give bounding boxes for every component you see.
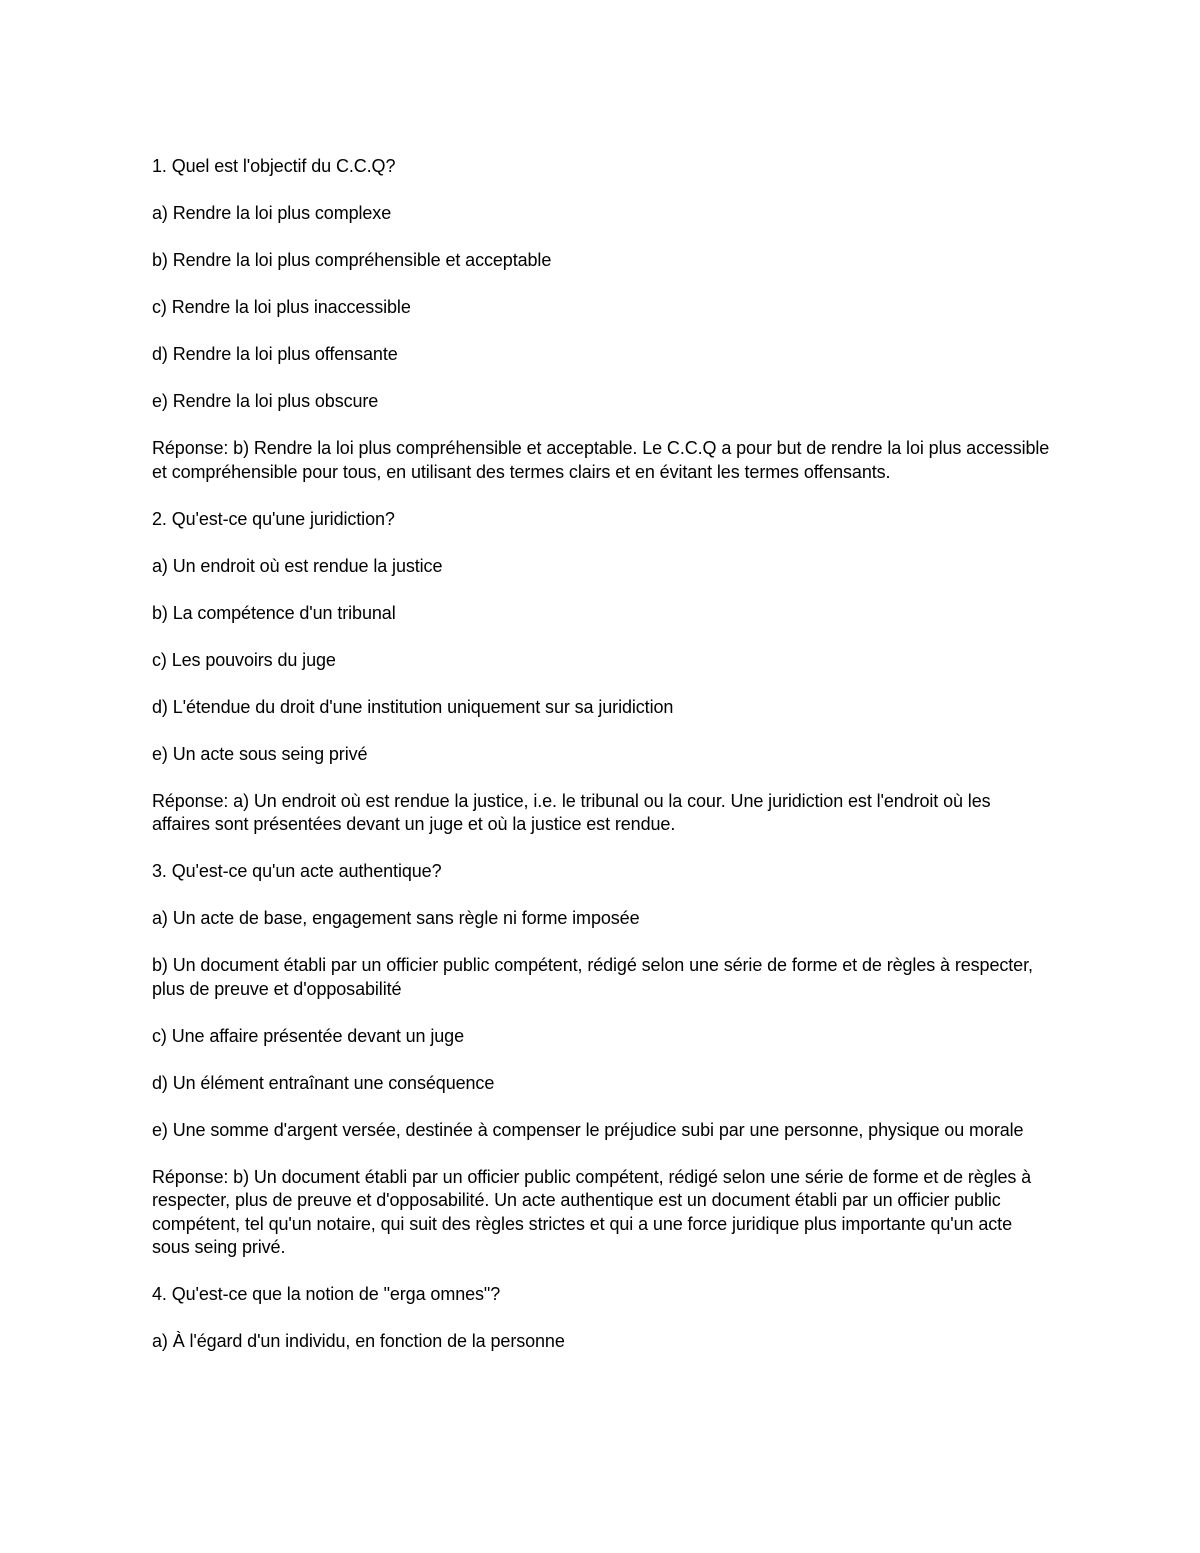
answer-option: e) Rendre la loi plus obscure (152, 391, 379, 411)
answer-option: a) Rendre la loi plus complexe (152, 203, 392, 223)
question-text: 1. Quel est l'objectif du C.C.Q? (152, 156, 396, 176)
answer-option: d) Un élément entraînant une conséquence (152, 1072, 495, 1093)
answer-option: b) La compétence d'un tribunal (152, 602, 396, 623)
answer-option: d) L'étendue du droit d'une institution uniquement sur sa juridiction (152, 696, 674, 717)
answer-explanation: Réponse: b) Rendre la loi plus compréhensible et acceptable. Le C.C.Q a pour but de rendre la loi plus accessible et compréhensible pour tous, en utilisant des termes clairs et en évitant les termes offensants. (152, 438, 1050, 482)
answer-option: b) Un document établi par un officier public compétent, rédigé selon une série de forme et de règles à respecter, plus de preuve et d'opposabilité (152, 955, 1033, 999)
answer-option: a) Un endroit où est rendue la justice (152, 555, 443, 576)
document-page (152, 155, 1052, 1377)
answer-option: c) Rendre la loi plus inaccessible (152, 297, 411, 317)
answer-explanation: Réponse: a) Un endroit où est rendue la justice, i.e. le tribunal ou la cour. Une juridiction est l'endroit où les affaires sont présentées devant un juge et où la justice est rendue. (152, 790, 991, 834)
answer-option: a) À l'égard d'un individu, en fonction de la personne (152, 1331, 565, 1351)
question-text: 4. Qu'est-ce que la notion de "erga omnes"? (152, 1284, 501, 1304)
answer-option: b) Rendre la loi plus compréhensible et acceptable (152, 250, 552, 270)
question-text: 3. Qu'est-ce qu'un acte authentique? (152, 861, 442, 881)
answer-option: e) Une somme d'argent versée, destinée à compenser le préjudice subi par une personne, physique ou morale (152, 1119, 1024, 1140)
answer-option: d) Rendre la loi plus offensante (152, 344, 398, 364)
answer-option: e) Un acte sous seing privé (152, 743, 368, 764)
answer-explanation: Réponse: b) Un document établi par un officier public compétent, rédigé selon une série de forme et de règles à respecter, plus de preuve et d'opposabilité. Un acte authentique est un document établi par un officier public compétent, tel qu'un notaire, qui suit des règles strictes et qui a une force juridique plus importante qu'un acte sous seing privé. (152, 1166, 1032, 1257)
answer-option: c) Une affaire présentée devant un juge (152, 1025, 464, 1046)
question-text: 2. Qu'est-ce qu'une juridiction? (152, 508, 395, 529)
answer-option: a) Un acte de base, engagement sans règle ni forme imposée (152, 908, 640, 928)
answer-option: c) Les pouvoirs du juge (152, 649, 336, 670)
